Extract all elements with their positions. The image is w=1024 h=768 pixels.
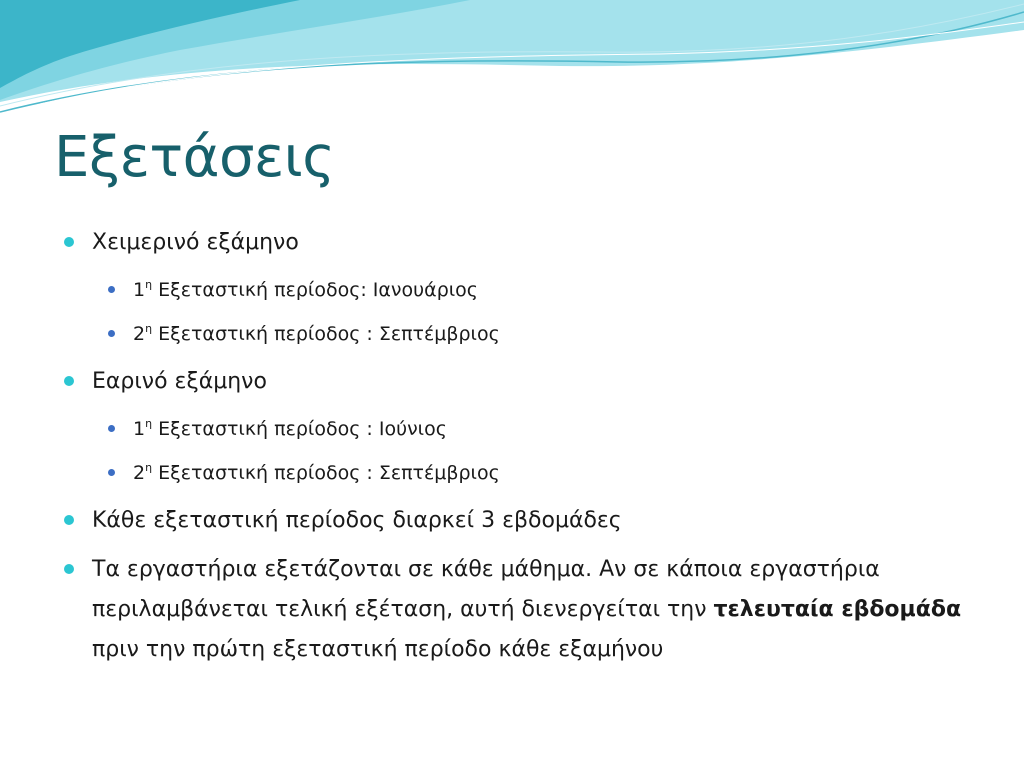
bullet-lab-exams (92, 550, 962, 670)
lab-text-before: Τα εργαστήρια εξετάζονται σε κάθε μάθημα. Αν σε κάποια εργαστήρια περιλαμβάνεται τελική εξέταση, αυτή διενεργείται την (92, 557, 880, 622)
bullet-winter-semester (92, 223, 962, 263)
bullet-dot-icon (108, 469, 115, 476)
bullet-dot-icon (64, 237, 74, 247)
bullet-text: Χειμερινό εξάμηνο (92, 230, 299, 255)
bullet-dot-icon (108, 425, 115, 432)
bullet-dot-icon (108, 286, 115, 293)
ordinal-suffix: η (145, 417, 153, 430)
ordinal-number: 2 (133, 323, 146, 345)
bullet-text: Εαρινό εξάμηνο (92, 369, 267, 394)
ordinal-number: 1 (133, 279, 146, 301)
ordinal-suffix: η (145, 322, 153, 335)
bullet-dot-icon (108, 330, 115, 337)
sub-bullet-text: Εξεταστική περίοδος : Σεπτέμβριος (152, 462, 500, 484)
sub-bullet-winter-period-2 (133, 320, 933, 348)
slide-title: Εξετάσεις (54, 125, 335, 190)
sub-bullet-text: Εξεταστική περίοδος : Ιούνιος (152, 418, 447, 440)
header-wave-decoration (0, 0, 1024, 120)
bullet-text: Κάθε εξεταστική περίοδος διαρκεί 3 εβδομάδες (92, 508, 622, 533)
lab-text-emphasis: τελευταία εβδομάδα (713, 597, 962, 622)
sub-bullet-text: Εξεταστική περίοδος : Σεπτέμβριος (152, 323, 500, 345)
sub-bullet-spring-period-1 (133, 415, 933, 443)
ordinal-number: 1 (133, 418, 146, 440)
sub-bullet-winter-period-1 (133, 276, 933, 304)
lab-text-after: πριν την πρώτη εξεταστική περίοδο κάθε εξαμήνου (92, 637, 664, 662)
ordinal-number: 2 (133, 462, 146, 484)
bullet-dot-icon (64, 376, 74, 386)
ordinal-suffix: η (145, 278, 153, 291)
ordinal-suffix: η (145, 461, 153, 474)
bullet-exam-duration (92, 501, 962, 541)
sub-bullet-spring-period-2 (133, 459, 933, 487)
bullet-dot-icon (64, 564, 74, 574)
sub-bullet-text: Εξεταστική περίοδος: Ιανουάριος (152, 279, 478, 301)
bullet-dot-icon (64, 515, 74, 525)
bullet-spring-semester (92, 362, 962, 402)
